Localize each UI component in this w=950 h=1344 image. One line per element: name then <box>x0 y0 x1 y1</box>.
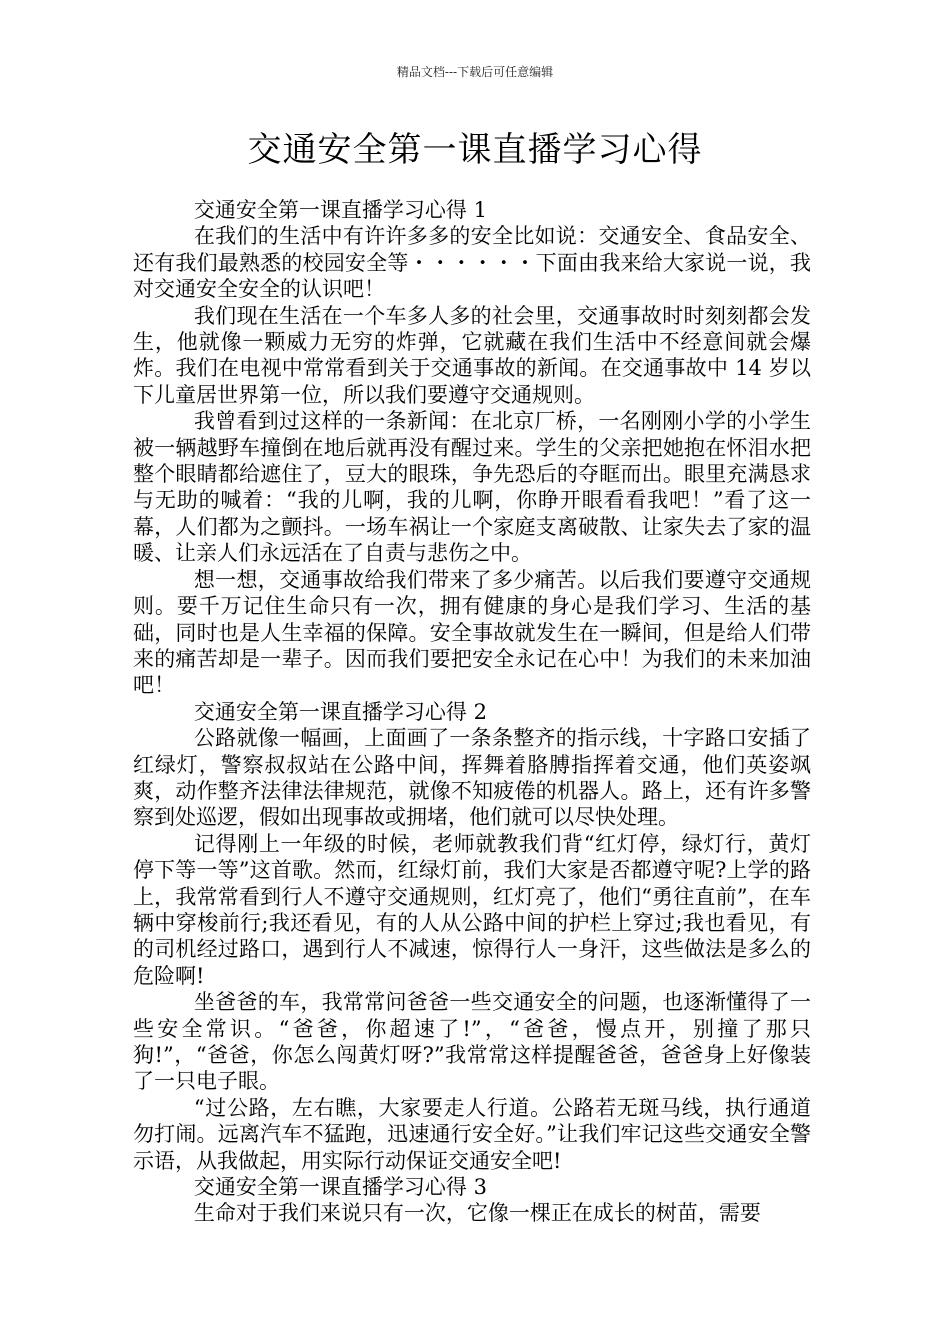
paragraph: 在我们的生活中有许许多多的安全比如说：交通安全、食品安全、还有我们最熟悉的校园安全等・・・・・・下面由我来给大家说一说，我对交通安全安全的认识吧！ <box>133 224 811 302</box>
paragraph: 想一想，交通事故给我们带来了多少痛苦。以后我们要遵守交通规则。要千万记住生命只有一次，拥有健康的身心是我们学习、生活的基础，同时也是人生幸福的保障。安全事故就发生在一瞬间，但是给人们带来的痛苦却是一辈子。因而我们要把安全永记在心中！为我们的未来加油吧！ <box>133 567 811 698</box>
paragraph: 我曾看到过这样的一条新闻：在北京厂桥，一名刚刚小学的小学生被一辆越野车撞倒在地后就再没有醒过来。学生的父亲把她抱在怀泪水把整个眼睛都给遮住了，豆大的眼珠，争先恐后的夺眶而出。眼里充满恳求与无助的喊着：“我的儿啊，我的儿啊，你睁开眼看看我吧！”看了这一幕，人们都为之颤抖。一场车祸让一个家庭支离破散、让家失去了家的温暖、让亲人们永远活在了自责与悲伤之中。 <box>133 409 811 566</box>
document-title: 交通安全第一课直播学习心得 <box>247 130 703 170</box>
document-body <box>133 197 811 1227</box>
paragraph: 公路就像一幅画，上面画了一条条整齐的指示线，十字路口安插了红绿灯，警察叔叔站在公路中间，挥舞着胳膊指挥着交通，他们英姿飒爽，动作整齐法律法律规范，就像不知疲倦的机器人。路上，还有许多警察到处巡逻，假如出现事故或拥堵，他们就可以尽快处理。 <box>133 726 811 830</box>
section-heading-2: 交通安全第一课直播学习心得 2 <box>193 699 487 724</box>
section-heading-1: 交通安全第一课直播学习心得 1 <box>193 198 487 222</box>
paragraph: 生命对于我们来说只有一次，它像一棵正在成长的树苗，需要 <box>193 1201 761 1226</box>
paragraph: “过公路，左右瞧，大家要走人行道。公路若无斑马线，执行通道勿打闹。远离汽车不猛跑，迅速通行安全好。”让我们牢记这些交通安全警示语，从我做起，用实际行动保证交通安全吧! <box>133 1095 811 1173</box>
section-heading-3: 交通安全第一课直播学习心得 3 <box>193 1175 487 1200</box>
paragraph: 记得刚上一年级的时候，老师就教我们背“红灯停，绿灯行，黄灯停下等一等”这首歌。然而，红绿灯前，我们大家是否都遵守呢?上学的路上，我常常看到行人不遵守交通规则，红灯亮了，他们“勇往直前”，在车辆中穿梭前行;我还看见，有的人从公路中间的护栏上穿过;我也看见，有的司机经过路口，遇到行人不减速，惊得行人一身汗，这些做法是多么的危险啊! <box>133 831 811 988</box>
paragraph: 坐爸爸的车，我常常问爸爸一些交通安全的问题，也逐渐懂得了一些安全常识。“爸爸，你超速了!”，“爸爸，慢点开，别撞了那只狗!”，“爸爸，你怎么闯黄灯呀?”我常常这样提醒爸爸，爸爸身上好像装了一只电子眼。 <box>133 990 811 1094</box>
paragraph: 我们现在生活在一个车多人多的社会里，交通事故时时刻刻都会发生，他就像一颗威力无穷的炸弹，它就藏在我们生活中不经意间就会爆炸。我们在电视中常常看到关于交通事故的新闻。在交通事故中 14 岁以下儿童居世界第一位，所以我们要遵守交通规则。 <box>133 303 811 407</box>
page-header-note: 精品文档---下载后可任意编辑 <box>396 65 554 79</box>
